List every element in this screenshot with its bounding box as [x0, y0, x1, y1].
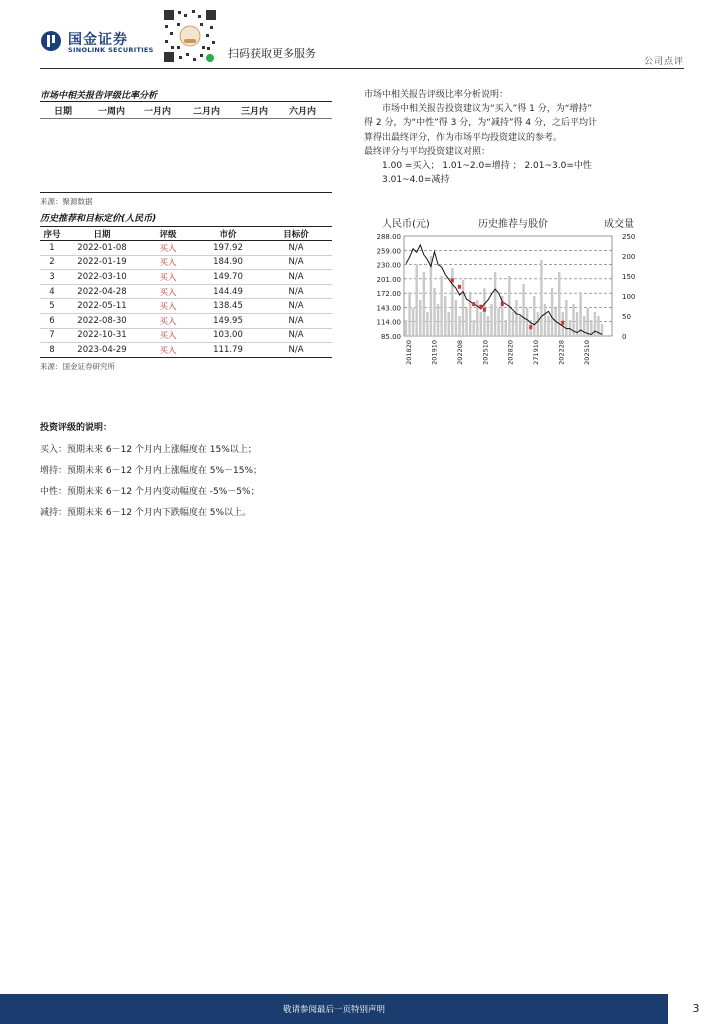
cell-seq: 2 [40, 255, 64, 270]
cell-target: N/A [260, 328, 332, 343]
chart-volume-bars [405, 256, 603, 336]
chart-volume-bar [423, 272, 425, 336]
chart-volume-bar [412, 308, 414, 336]
chart-volume-bar [547, 316, 549, 336]
history-table-title: 历史推荐和目标定价(人民币) [40, 214, 157, 224]
chart-y2-tick-label: 150 [622, 273, 636, 281]
chart-recommendation-marker [561, 321, 564, 325]
chart-y2-tick-label: 50 [622, 313, 631, 321]
chart-y-ticks [377, 233, 402, 341]
col-target: 目标价 [260, 227, 332, 241]
chart-y2-ticks [622, 233, 635, 341]
chart-recommendation-marker [529, 325, 532, 329]
chart-y2-tick-label: 0 [622, 333, 627, 341]
cell-date: 2022-08-30 [64, 313, 140, 328]
cell-target: N/A [260, 299, 332, 314]
cell-price: 149.95 [196, 313, 260, 328]
explanation-line: 市场中相关报告投资建议为“买入”得 1 分，为“增持” [364, 104, 593, 115]
cell-price: 184.90 [196, 255, 260, 270]
rating-table-top-rule [40, 101, 332, 102]
chart-y-tick-label: 259.00 [376, 247, 401, 256]
chart-volume-bar [440, 276, 442, 336]
table-row [40, 241, 332, 256]
cell-rating: 买入 [140, 241, 196, 256]
cell-target: N/A [260, 241, 332, 256]
logo-name-en: SINOLINK SECURITIES [68, 46, 154, 54]
chart-x-tick-label: 201820 [405, 340, 413, 365]
cell-rating: 买入 [140, 255, 196, 270]
cell-target: N/A [260, 255, 332, 270]
cell-rating: 买入 [140, 284, 196, 299]
company-logo [40, 28, 154, 56]
sinolink-logo-icon [40, 30, 62, 52]
cell-price: 144.49 [196, 284, 260, 299]
chart-y-tick-label: 230.00 [376, 261, 401, 270]
chart-recommendation-marker [458, 285, 461, 289]
cell-seq: 1 [40, 241, 64, 256]
cell-rating: 买入 [140, 343, 196, 358]
col-month1: 一月内 [144, 107, 172, 117]
qr-caption: 扫码获取更多服务 [228, 47, 316, 60]
chart-y2label: 成交量 [604, 219, 634, 230]
explanation-line: 3.01~4.0=减持 [364, 175, 450, 186]
col-month2: 二月内 [193, 107, 221, 117]
chart-ylabel: 人民币(元) [382, 219, 430, 230]
cell-date: 2022-10-31 [64, 328, 140, 343]
chart-volume-bar [426, 312, 428, 336]
explanation-line: 市场中相关报告评级比率分析说明： [364, 90, 509, 100]
chart-volume-bar [494, 272, 496, 336]
chart-volume-bar [458, 316, 460, 336]
cell-price: 149.70 [196, 270, 260, 285]
table-row [40, 270, 332, 285]
chart-volume-bar [469, 292, 471, 336]
chart-volume-bar [515, 300, 517, 336]
chart-volume-bar [583, 316, 585, 336]
chart-volume-bar [465, 308, 467, 336]
cell-seq: 5 [40, 299, 64, 314]
chart-volume-bar [455, 300, 457, 336]
cell-rating: 买入 [140, 299, 196, 314]
cell-date: 2022-03-10 [64, 270, 140, 285]
header-divider [40, 68, 684, 69]
chart-y2-tick-label: 100 [622, 293, 636, 301]
rating-explanation [364, 88, 686, 187]
cell-date: 2022-05-11 [64, 299, 140, 314]
chart-volume-bar [569, 320, 571, 336]
chart-markers [451, 278, 564, 329]
rating-note: 增持：预期未来 6－12 个月内上涨幅度在 5%－15%； [40, 466, 263, 476]
chart-volume-bar [526, 308, 528, 336]
chart-recommendation-marker [501, 302, 504, 306]
chart-volume-bar [408, 292, 410, 336]
chart-recommendation-marker [451, 278, 454, 282]
chart-x-ticks [405, 340, 591, 365]
chart-x-tick-label: 201910 [430, 340, 439, 365]
chart-x-tick-label: 202208 [455, 340, 464, 365]
explanation-line: 得 2 分，为“中性”得 3 分，为“减持”得 4 分，之后平均计 [364, 118, 597, 129]
chart-x-tick-label: 271910 [532, 340, 541, 365]
chart-volume-bar [419, 300, 421, 336]
chart-volume-bar [472, 320, 474, 336]
chart-volume-bar [565, 300, 567, 336]
cell-date: 2022-01-08 [64, 241, 140, 256]
chart-volume-bar [444, 296, 446, 336]
col-price: 市价 [196, 227, 260, 241]
cell-price: 138.45 [196, 299, 260, 314]
cell-target: N/A [260, 313, 332, 328]
chart-volume-bar [512, 312, 514, 336]
chart-volume-bar [537, 312, 539, 336]
chart-title: 历史推荐与股价 [478, 219, 548, 230]
chart-volume-bar [497, 308, 499, 336]
chart-recommendation-marker [479, 305, 482, 309]
chart-volume-bar [483, 288, 485, 336]
price-history-chart [364, 214, 644, 376]
col-seq: 序号 [40, 227, 64, 241]
cell-price: 111.79 [196, 343, 260, 358]
cell-seq: 3 [40, 270, 64, 285]
chart-volume-bar [540, 260, 542, 336]
chart-y2-tick-label: 250 [622, 233, 636, 241]
chart-y-tick-label: 288.00 [376, 233, 401, 241]
chart-volume-bar [487, 316, 489, 336]
table-row [40, 328, 332, 343]
footer-disclaimer: 敬请参阅最后一页特别声明 [282, 1005, 385, 1015]
history-header-row [40, 227, 332, 241]
rating-table-bottom-rule [40, 192, 332, 193]
chart-y-tick-label: 172.00 [376, 290, 401, 299]
cell-rating: 买入 [140, 270, 196, 285]
col-rating: 评级 [140, 227, 196, 241]
chart-volume-bar [490, 304, 492, 336]
chart-volume-bar [437, 304, 439, 336]
rating-note: 买入：预期未来 6－12 个月内上涨幅度在 15%以上； [40, 445, 257, 455]
explanation-line: 最终评分与平均投资建议对照： [364, 146, 491, 157]
table-row [40, 255, 332, 270]
chart-volume-bar [405, 320, 407, 336]
chart-volume-bar [505, 320, 507, 336]
col-date: 日期 [54, 107, 73, 117]
history-table [40, 226, 332, 358]
chart-volume-bar [430, 256, 432, 336]
rating-note: 中性：预期未来 6－12 个月内变动幅度在 -5%－5%； [40, 487, 260, 497]
chart-volume-bar [448, 312, 450, 336]
report-type-label: 公司点评 [643, 57, 684, 67]
rating-table-header-rule [40, 118, 332, 119]
logo-name-cn: 国金证券 [68, 32, 128, 48]
chart-x-tick-label: 202510 [481, 340, 490, 365]
col-month3: 三月内 [241, 107, 269, 117]
chart-volume-bar [433, 288, 435, 336]
chart-volume-bar [519, 316, 521, 336]
table-row [40, 343, 332, 358]
cell-price: 103.00 [196, 328, 260, 343]
qr-code-icon [162, 8, 218, 64]
table-row [40, 299, 332, 314]
rating-notes-title: 投资评级的说明： [40, 423, 113, 433]
explanation-line: 算得出最终评分，作为市场平均投资建议的参考。 [364, 132, 563, 143]
history-table-source: 来源：国金证券研究所 [40, 362, 115, 371]
cell-seq: 4 [40, 284, 64, 299]
chart-x-tick-label: 202820 [506, 340, 515, 365]
col-month6: 六月内 [289, 107, 317, 117]
cell-rating: 买入 [140, 328, 196, 343]
chart-y-tick-label: 143.00 [376, 304, 401, 313]
chart-volume-bar [480, 312, 482, 336]
col-date: 日期 [64, 227, 140, 241]
chart-volume-bar [587, 308, 589, 336]
cell-date: 2022-04-28 [64, 284, 140, 299]
chart-x-tick-label: 202510 [583, 340, 591, 365]
chart-volume-bar [451, 268, 453, 336]
chart-volume-bar [522, 284, 524, 336]
table-row [40, 313, 332, 328]
cell-price: 197.92 [196, 241, 260, 256]
chart-y2-tick-label: 200 [622, 253, 636, 261]
chart-y-tick-label: 85.00 [380, 333, 401, 341]
cell-target: N/A [260, 270, 332, 285]
chart-volume-bar [462, 280, 464, 336]
chart-recommendation-marker [483, 308, 486, 312]
cell-seq: 8 [40, 343, 64, 358]
chart-x-tick-label: 202228 [557, 340, 566, 365]
chart-volume-bar [533, 296, 535, 336]
cell-rating: 买入 [140, 313, 196, 328]
cell-target: N/A [260, 343, 332, 358]
chart-volume-bar [544, 304, 546, 336]
table-row [40, 284, 332, 299]
cell-date: 2022-01-19 [64, 255, 140, 270]
chart-volume-bar [551, 288, 553, 336]
cell-date: 2023-04-29 [64, 343, 140, 358]
explanation-line: 1.00 =买入； 1.01~2.0=增持 ； 2.01~3.0=中性 [364, 161, 592, 172]
cell-target: N/A [260, 284, 332, 299]
rating-table-source: 来源：聚源数据 [40, 197, 93, 206]
chart-volume-bar [579, 292, 581, 336]
chart-y-tick-label: 201.00 [376, 275, 401, 284]
col-week: 一周内 [98, 107, 126, 117]
rating-table-title: 市场中相关报告评级比率分析 [40, 91, 158, 101]
rating-note: 减持：预期未来 6－12 个月内下跌幅度在 5%以上。 [40, 508, 252, 518]
cell-seq: 6 [40, 313, 64, 328]
chart-y-tick-label: 114.00 [376, 318, 401, 327]
footer-bar [0, 994, 668, 1024]
chart-volume-bar [415, 264, 417, 336]
cell-seq: 7 [40, 328, 64, 343]
page-number: 3 [692, 1002, 700, 1015]
chart-recommendation-marker [472, 302, 475, 306]
rating-notes [40, 440, 262, 524]
chart-volume-bar [558, 272, 560, 336]
